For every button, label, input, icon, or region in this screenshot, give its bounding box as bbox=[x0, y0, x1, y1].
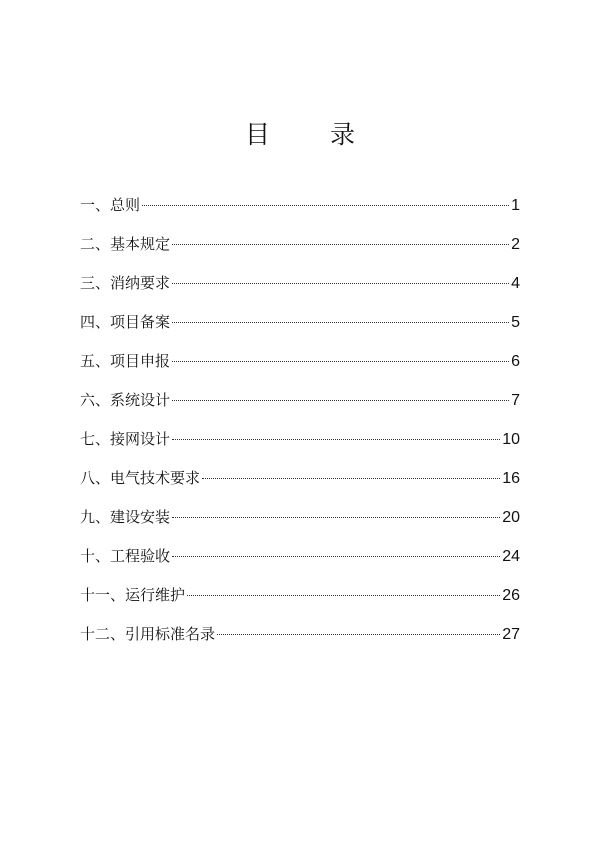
toc-entry[interactable] bbox=[80, 268, 520, 307]
toc-list bbox=[80, 190, 520, 658]
toc-entry[interactable] bbox=[80, 424, 520, 463]
toc-entry-page: 26 bbox=[502, 587, 520, 604]
toc-entry-label: 十、工程验收 bbox=[80, 547, 171, 565]
toc-dot-leader bbox=[172, 322, 509, 323]
toc-entry[interactable] bbox=[80, 541, 520, 580]
toc-entry-label: 三、消纳要求 bbox=[80, 274, 171, 292]
toc-dot-leader bbox=[187, 595, 500, 596]
toc-entry-label: 九、建设安装 bbox=[80, 508, 171, 526]
toc-entry[interactable] bbox=[80, 346, 520, 385]
toc-dot-leader bbox=[172, 439, 500, 440]
toc-entry-label: 十二、引用标准名录 bbox=[80, 625, 216, 643]
toc-entry-page: 2 bbox=[511, 236, 520, 253]
toc-entry-label: 二、基本规定 bbox=[80, 235, 171, 253]
toc-dot-leader bbox=[202, 478, 500, 479]
toc-entry-page: 1 bbox=[511, 197, 520, 214]
toc-entry-page: 24 bbox=[502, 548, 520, 565]
toc-dot-leader bbox=[172, 400, 509, 401]
toc-title: 目 录 bbox=[245, 120, 381, 149]
toc-entry[interactable] bbox=[80, 229, 520, 268]
toc-entry-page: 10 bbox=[502, 431, 520, 448]
toc-entry-label: 十一、运行维护 bbox=[80, 586, 186, 604]
toc-entry-page: 4 bbox=[511, 275, 520, 292]
toc-entry-label: 七、接网设计 bbox=[80, 430, 171, 448]
toc-dot-leader bbox=[172, 283, 509, 284]
toc-entry[interactable] bbox=[80, 580, 520, 619]
toc-entry[interactable] bbox=[80, 307, 520, 346]
toc-dot-leader bbox=[172, 556, 500, 557]
toc-entry[interactable] bbox=[80, 463, 520, 502]
toc-entry-page: 27 bbox=[502, 626, 520, 643]
toc-dot-leader bbox=[172, 361, 509, 362]
toc-entry-label: 一、总则 bbox=[80, 196, 141, 214]
toc-entry-page: 7 bbox=[511, 392, 520, 409]
toc-entry[interactable] bbox=[80, 385, 520, 424]
toc-entry-page: 6 bbox=[511, 353, 520, 370]
toc-entry[interactable] bbox=[80, 619, 520, 658]
toc-entry-label: 六、系统设计 bbox=[80, 391, 171, 409]
toc-entry-label: 四、项目备案 bbox=[80, 313, 171, 331]
toc-entry-page: 16 bbox=[502, 470, 520, 487]
toc-dot-leader bbox=[172, 244, 509, 245]
toc-entry-label: 八、电气技术要求 bbox=[80, 469, 201, 487]
toc-entry[interactable] bbox=[80, 502, 520, 541]
toc-dot-leader bbox=[172, 517, 500, 518]
toc-entry-page: 5 bbox=[511, 314, 520, 331]
toc-entry-label: 五、项目申报 bbox=[80, 352, 171, 370]
toc-dot-leader bbox=[217, 634, 500, 635]
toc-dot-leader bbox=[142, 205, 509, 206]
toc-entry[interactable] bbox=[80, 190, 520, 229]
toc-entry-page: 20 bbox=[502, 509, 520, 526]
